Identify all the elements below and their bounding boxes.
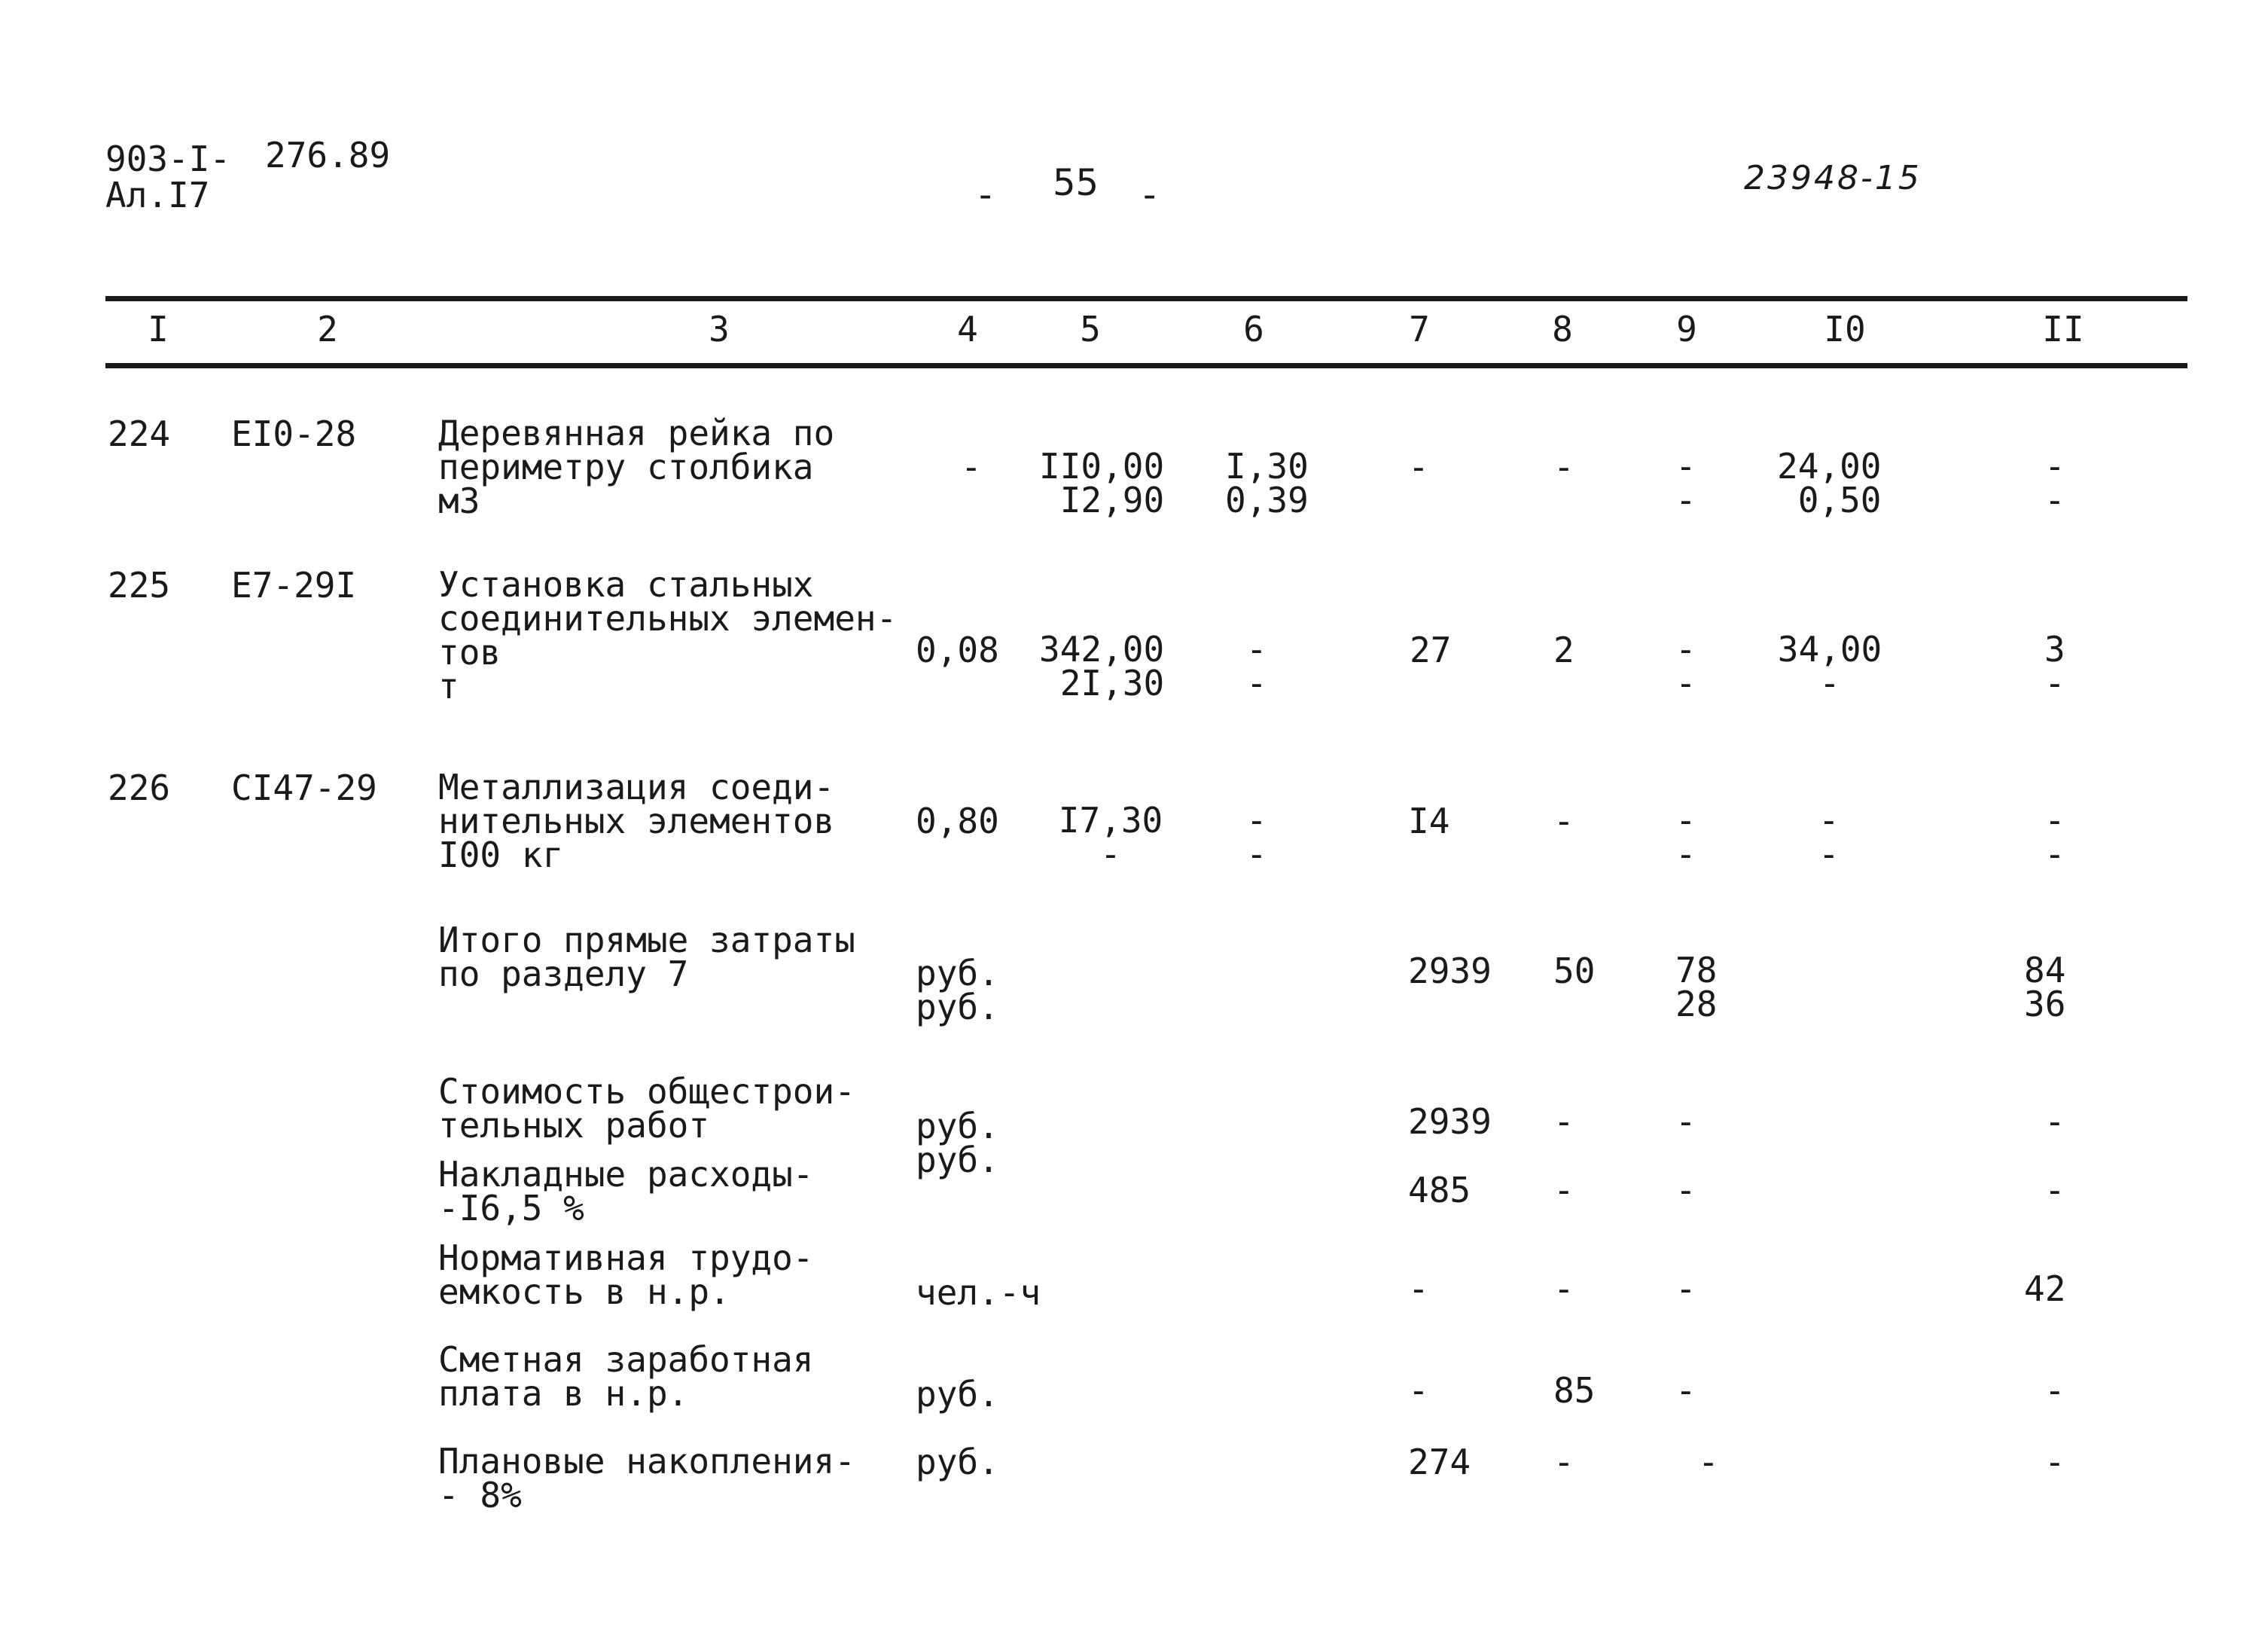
- summary-cell-9: -: [1698, 1442, 1719, 1482]
- column-header: 3: [709, 309, 730, 349]
- summary-cell-9: -: [1675, 1101, 1696, 1142]
- row-code: E7-29I: [231, 565, 357, 606]
- column-header: 4: [957, 309, 978, 349]
- column-header: I0: [1824, 309, 1866, 349]
- summary-cell-11: -: [2044, 1170, 2065, 1210]
- column-header: I: [148, 309, 169, 349]
- row-cell-4: 0,80: [916, 801, 999, 841]
- summary-unit: чел.-ч: [916, 1272, 1041, 1313]
- row-cell-8: -: [1553, 447, 1574, 487]
- summary-cell-7: 485: [1408, 1170, 1471, 1210]
- row-cell-10: 24,00 0,50: [1777, 446, 1882, 520]
- summary-cell-11: 42: [2024, 1268, 2066, 1309]
- summary-unit: руб.: [916, 1140, 999, 1180]
- summary-unit: руб.: [916, 1106, 999, 1146]
- handwritten-number: 23948-15: [1744, 159, 1922, 197]
- row-cell-5: 342,00 2I,30: [1039, 629, 1165, 703]
- row-cell-11: 3 -: [2044, 629, 2065, 703]
- row-cell-8: 2: [1553, 630, 1574, 670]
- row-number: 224: [108, 414, 171, 454]
- summary-cell-8: -: [1553, 1442, 1574, 1482]
- summary-cell-9: -: [1675, 1370, 1696, 1411]
- summary-cell-11: 84 36: [2024, 950, 2066, 1024]
- summary-cell-7: 2939: [1408, 951, 1492, 991]
- row-number: 226: [108, 768, 171, 808]
- row-description: Деревянная рейка по периметру столбика м3: [438, 413, 835, 521]
- column-header: 5: [1080, 309, 1101, 349]
- row-cell-7: -: [1408, 447, 1429, 487]
- row-cell-6: I,30 0,39: [1225, 446, 1309, 520]
- column-header: II: [2042, 309, 2084, 349]
- row-cell-11: - -: [2044, 800, 2065, 874]
- table-top-rule: [105, 296, 2187, 301]
- summary-cell-8: -: [1553, 1101, 1574, 1142]
- summary-cell-7: -: [1408, 1370, 1429, 1411]
- page-dash-right: -: [1143, 174, 1157, 216]
- doc-code-number: 276.89: [265, 135, 391, 175]
- row-cell-4: -: [961, 447, 982, 487]
- row-cell-9: - -: [1675, 629, 1696, 703]
- row-cell-10: 34,00 -: [1777, 629, 1882, 703]
- row-cell-6: - -: [1246, 629, 1267, 703]
- row-cell-5: I7,30 -: [1058, 800, 1163, 874]
- row-cell-7: I4: [1408, 801, 1450, 841]
- page-number: 55: [1053, 162, 1099, 204]
- row-cell-5: II0,00 I2,90: [1039, 446, 1165, 520]
- summary-cell-9: -: [1675, 1268, 1696, 1309]
- row-cell-6: - -: [1246, 800, 1267, 874]
- summary-cell-8: -: [1553, 1170, 1574, 1210]
- column-header: 6: [1243, 309, 1264, 349]
- column-header: 9: [1676, 309, 1697, 349]
- summary-cell-9: -: [1675, 1170, 1696, 1210]
- column-header: 2: [317, 309, 338, 349]
- summary-description: Плановые накопления- - 8%: [438, 1441, 855, 1515]
- column-header: 7: [1409, 309, 1430, 349]
- summary-cell-8: 85: [1553, 1370, 1596, 1411]
- summary-cell-11: -: [2044, 1442, 2065, 1482]
- row-cell-4: 0,08: [916, 630, 999, 670]
- row-cell-9: - -: [1675, 800, 1696, 874]
- row-number: 225: [108, 565, 171, 606]
- summary-cell-9: 78 28: [1675, 950, 1718, 1024]
- row-description: Установка стальных соединительных элемен- тов т: [438, 564, 898, 707]
- doc-code-line2: Ал.I7: [105, 175, 210, 215]
- row-cell-10: - -: [1818, 800, 1840, 874]
- row-code: CI47-29: [231, 768, 377, 808]
- row-cell-8: -: [1553, 801, 1574, 841]
- row-cell-11: - -: [2044, 446, 2065, 520]
- summary-description: Нормативная трудо- емкость в н.р.: [438, 1238, 814, 1312]
- summary-description: Накладные расходы- -I6,5 %: [438, 1154, 814, 1228]
- summary-description: Стоимость общестрои- тельных работ: [438, 1071, 855, 1146]
- table-header-rule: [105, 363, 2187, 368]
- summary-cell-11: -: [2044, 1370, 2065, 1411]
- summary-cell-7: -: [1408, 1268, 1429, 1309]
- row-cell-7: 27: [1410, 630, 1452, 670]
- summary-unit: руб.: [916, 1442, 999, 1482]
- summary-cell-8: 50: [1553, 951, 1596, 991]
- summary-unit: руб.: [916, 1374, 999, 1415]
- row-code: EI0-28: [231, 414, 357, 454]
- summary-cell-8: -: [1553, 1268, 1574, 1309]
- summary-unit: руб. руб.: [916, 953, 999, 1027]
- summary-description: Сметная заработная плата в н.р.: [438, 1339, 814, 1414]
- row-description: Металлизация соеди- нительных элементов I00 кг: [438, 767, 835, 875]
- row-cell-9: - -: [1675, 446, 1696, 520]
- column-header: 8: [1552, 309, 1573, 349]
- page-dash-left: -: [979, 174, 992, 216]
- summary-cell-11: -: [2044, 1101, 2065, 1142]
- summary-cell-7: 2939: [1408, 1101, 1492, 1142]
- doc-code-line1: 903-I-: [105, 139, 231, 179]
- summary-cell-7: 274: [1408, 1442, 1471, 1482]
- summary-description: Итого прямые затраты по разделу 7: [438, 920, 855, 994]
